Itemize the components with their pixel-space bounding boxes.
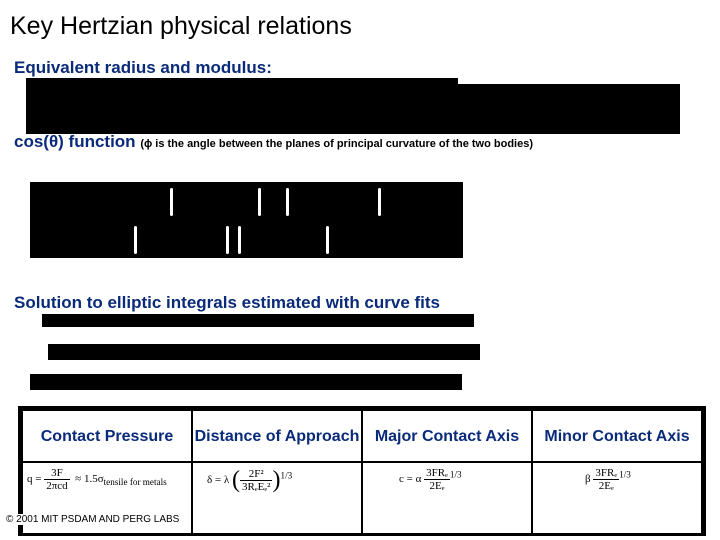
minor-lhs: β [585, 473, 591, 486]
minor-num: 3FRₑ [595, 467, 618, 479]
formula-minor-contact-axis [532, 462, 702, 536]
minor-den: 2Eₑ [598, 480, 614, 492]
approach-exp: 1/3 [280, 470, 293, 481]
pressure-num: 3F [44, 467, 69, 480]
paren-mark [226, 226, 229, 254]
header-distance-of-approach: Distance of Approach [192, 410, 362, 462]
section-cos-function [14, 132, 533, 152]
copyright-notice: © 2001 MIT PSDAM AND PERG LABS [6, 514, 180, 525]
paren-mark [326, 226, 329, 254]
pressure-den: 2πcd [46, 480, 68, 492]
paren-mark [378, 188, 381, 216]
header-minor-contact-axis: Minor Contact Axis [532, 410, 702, 462]
equation-block-elliptic-1 [42, 314, 474, 327]
major-exp: 1/3 [449, 469, 462, 480]
paren-mark [170, 188, 173, 216]
major-num: 3FRₑ [426, 467, 448, 479]
approach-lhs: δ = λ [207, 474, 230, 487]
equation-block-cos [30, 182, 463, 258]
major-lhs: c = α [399, 473, 422, 486]
minor-exp: 1/3 [619, 469, 631, 480]
paren-mark [286, 188, 289, 216]
approach-den: 3RₑEₑ² [241, 481, 271, 493]
equation-block-elliptic-3 [30, 374, 462, 390]
formula-major-contact-axis [362, 462, 532, 536]
equation-block-elliptic-2 [48, 344, 480, 360]
section-elliptic-integrals: Solution to elliptic integrals estimated with curve fits [14, 293, 441, 312]
cos-label: cos(θ) function [14, 132, 136, 151]
header-contact-pressure: Contact Pressure [22, 410, 192, 462]
table-header-row [22, 410, 702, 462]
header-major-contact-axis: Major Contact Axis [362, 410, 532, 462]
pressure-lhs: q = [27, 473, 42, 486]
equation-block-radius-2 [26, 84, 680, 134]
paren-mark [258, 188, 261, 216]
pressure-sub: tensile for metals [103, 477, 167, 488]
pressure-approx: ≈ 1.5σ [75, 473, 104, 486]
approach-num: 2F² [240, 468, 273, 481]
paren-mark [238, 226, 241, 254]
section-equivalent-radius: Equivalent radius and modulus: [14, 58, 272, 77]
paren-mark [134, 226, 137, 254]
page-title: Key Hertzian physical relations [10, 12, 352, 40]
cos-note: (ϕ is the angle between the planes of principal curvature of the two bodies) [140, 138, 534, 150]
formula-distance-of-approach: δ = λ ( $\frac{\text{2F²}}{\text{3RₑEₑ²}}$ )$^{1/3}$ [192, 462, 362, 536]
major-den: 2Eₑ [429, 480, 445, 492]
